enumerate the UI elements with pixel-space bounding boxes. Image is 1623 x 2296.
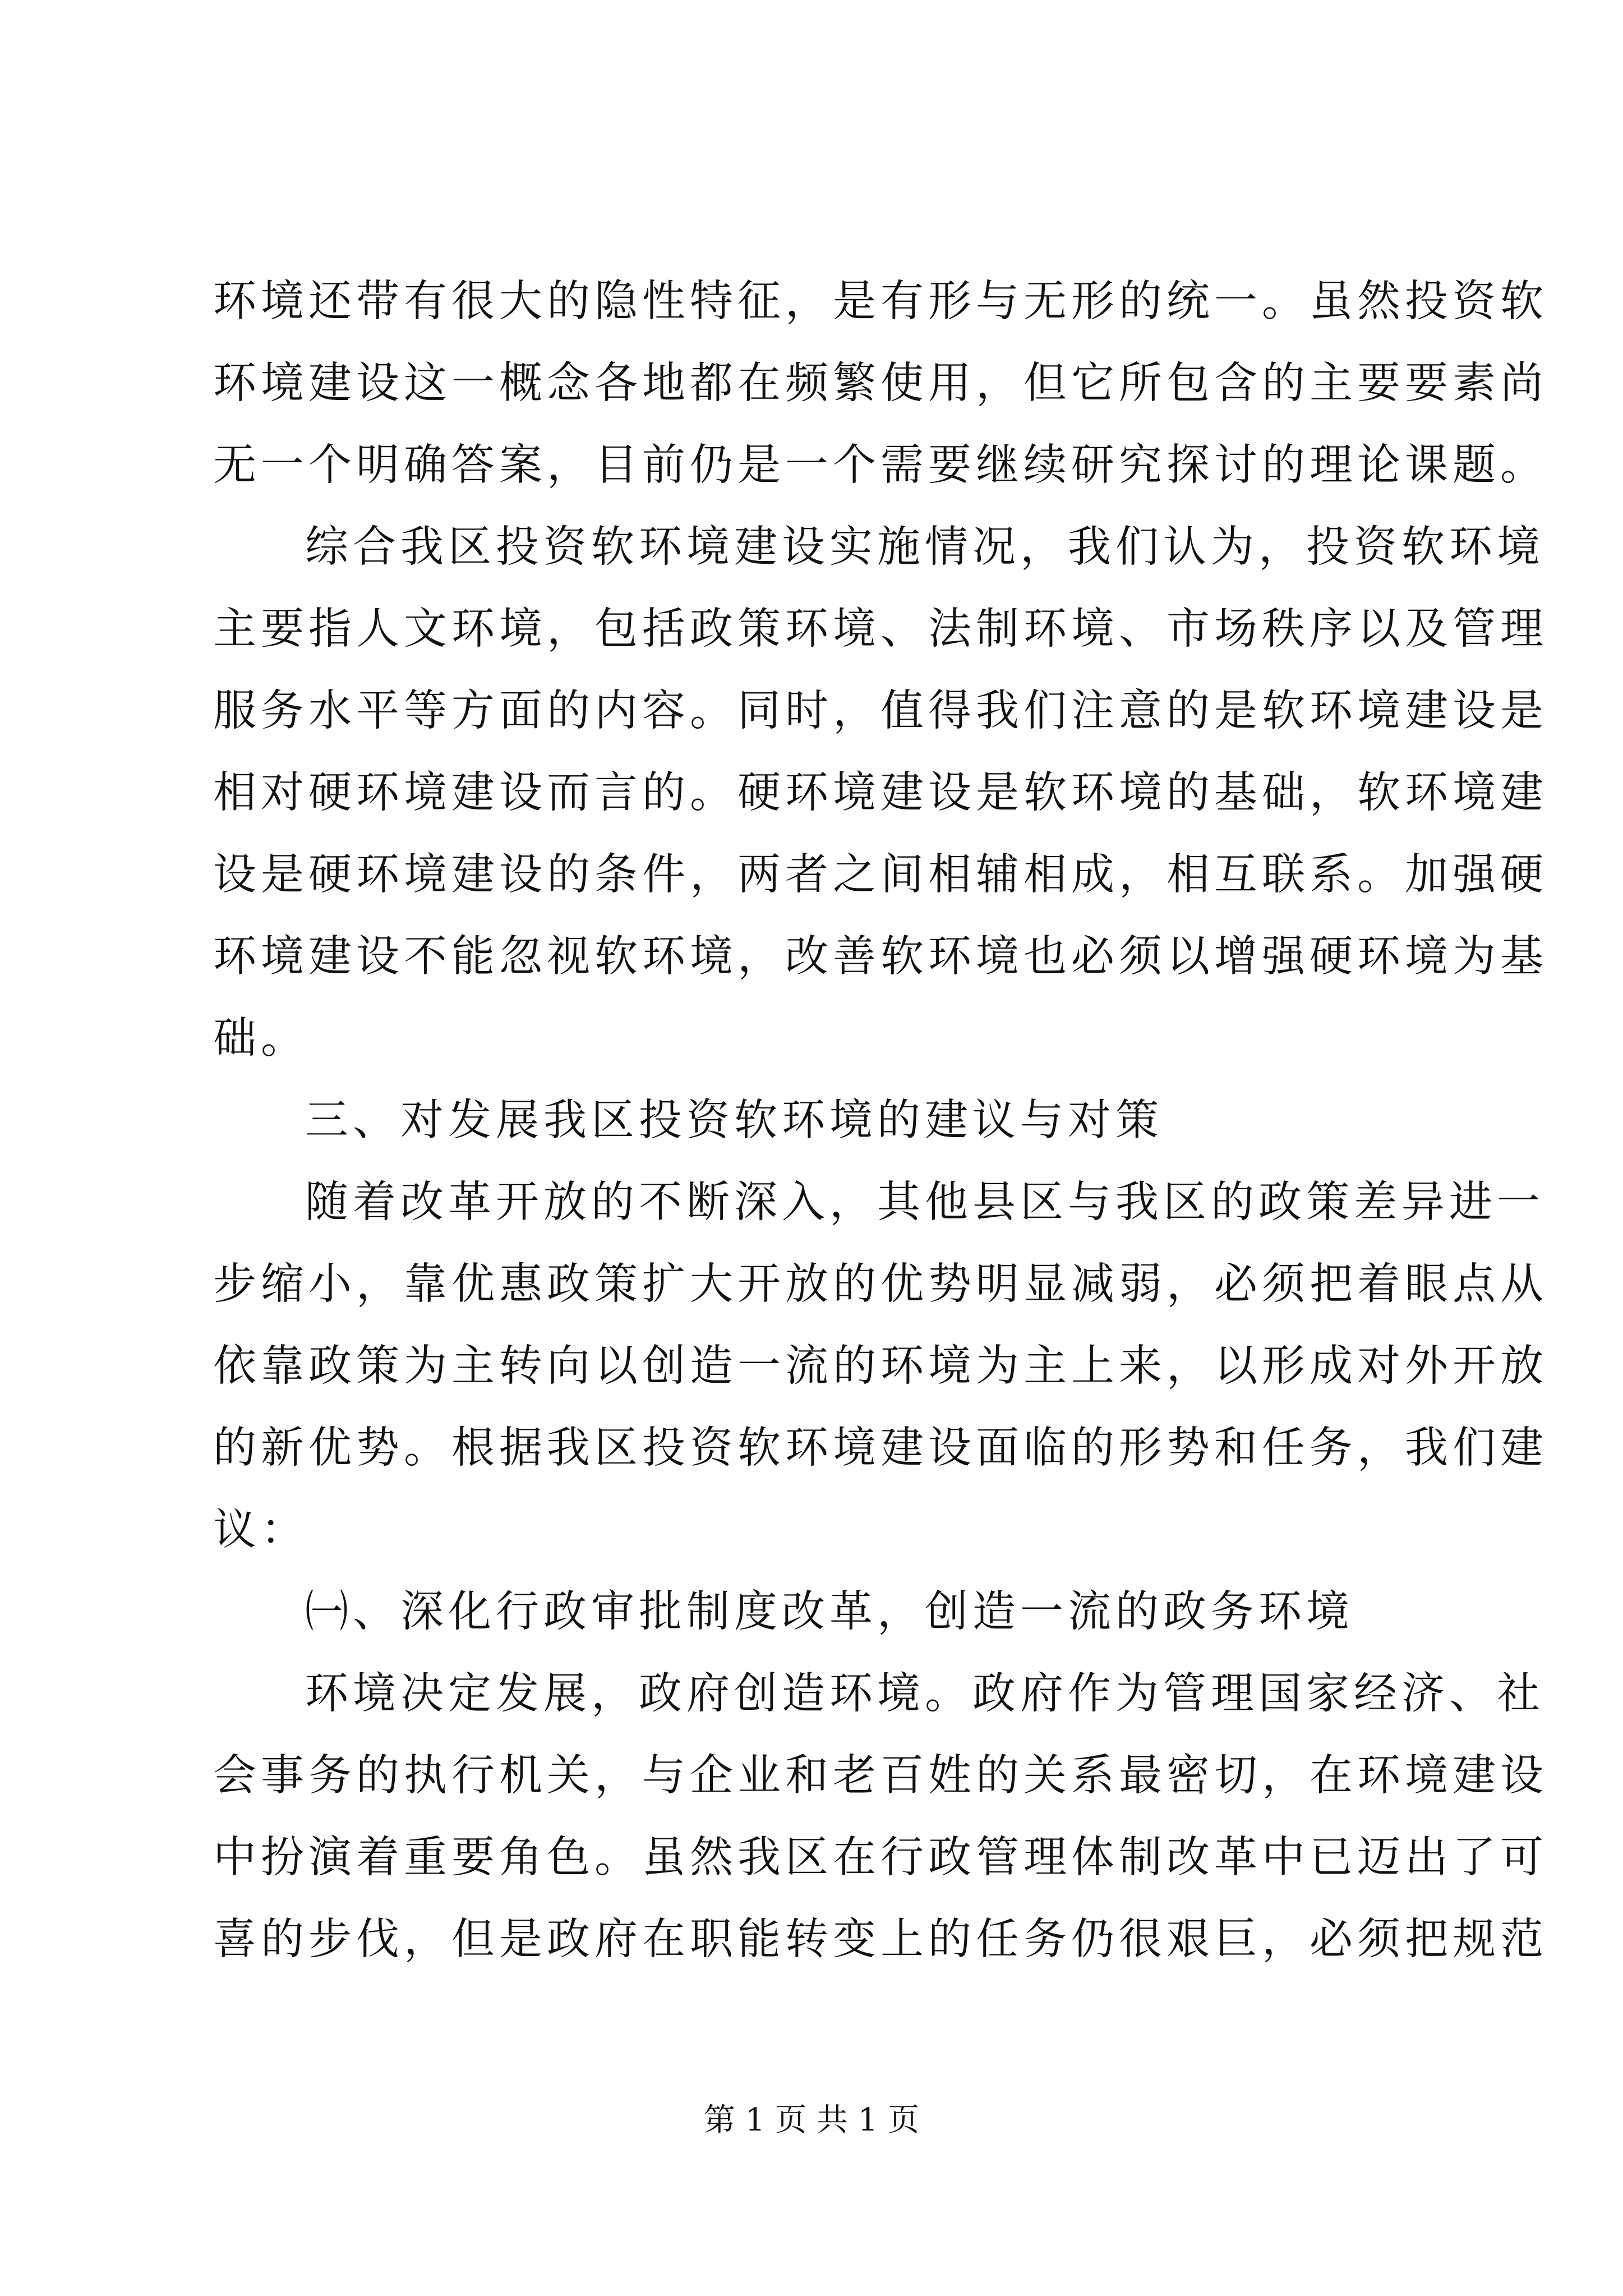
text-line: 环境还带有很大的隐性特征，是有形与无形的统一。虽然投资软 bbox=[213, 277, 1548, 326]
text-line: 相对硬环境建设而言的。硬环境建设是软环境的基础，软环境建 bbox=[213, 768, 1548, 818]
paragraph-first-line: 综合我区投资软环境建设实施情况，我们认为，投资软环境 bbox=[305, 522, 1544, 572]
text-line: 设是硬环境建设的条件，两者之间相辅相成，相互联系。加强硬 bbox=[213, 850, 1548, 900]
section-heading: 三、对发展我区投资软环境的建议与对策 bbox=[305, 1096, 1163, 1145]
text-line: 步缩小，靠优惠政策扩大开放的优势明显减弱，必须把着眼点从 bbox=[213, 1259, 1548, 1309]
paragraph-first-line: 随着改革开放的不断深入，其他县区与我区的政策差异进一 bbox=[305, 1177, 1544, 1227]
text-line: 的新优势。根据我区投资软环境建设面临的形势和任务，我们建 bbox=[213, 1423, 1548, 1473]
text-line: 议： bbox=[213, 1505, 308, 1555]
text-line: 环境建设这一概念各地都在频繁使用，但它所包含的主要要素尚 bbox=[213, 358, 1548, 408]
subsection-heading: ㈠、深化行政审批制度改革，创造一流的政务环境 bbox=[305, 1587, 1354, 1637]
paragraph-first-line: 环境决定发展，政府创造环境。政府作为管理国家经济、社 bbox=[305, 1669, 1544, 1719]
document-body bbox=[213, 261, 1548, 1981]
text-line: 础。 bbox=[213, 1014, 308, 1064]
text-line: 主要指人文环境，包括政策环境、法制环境、市场秩序以及管理 bbox=[213, 604, 1548, 654]
text-line: 中扮演着重要角色。虽然我区在行政管理体制改革中已迈出了可 bbox=[213, 1833, 1548, 1883]
text-line: 喜的步伐，但是政府在职能转变上的任务仍很艰巨，必须把规范 bbox=[213, 1915, 1548, 1964]
text-line: 环境建设不能忽视软环境，改善软环境也必须以增强硬环境为基 bbox=[213, 932, 1548, 982]
text-line: 服务水平等方面的内容。同时，值得我们注意的是软环境建设是 bbox=[213, 686, 1548, 736]
text-line: 依靠政策为主转向以创造一流的环境为主上来，以形成对外开放 bbox=[213, 1341, 1548, 1391]
text-line: 会事务的执行机关，与企业和老百姓的关系最密切，在环境建设 bbox=[213, 1751, 1548, 1801]
page-footer: 第 1 页 共 1 页 bbox=[703, 2102, 920, 2138]
text-line: 无一个明确答案，目前仍是一个需要继续研究探讨的理论课题。 bbox=[213, 440, 1548, 490]
